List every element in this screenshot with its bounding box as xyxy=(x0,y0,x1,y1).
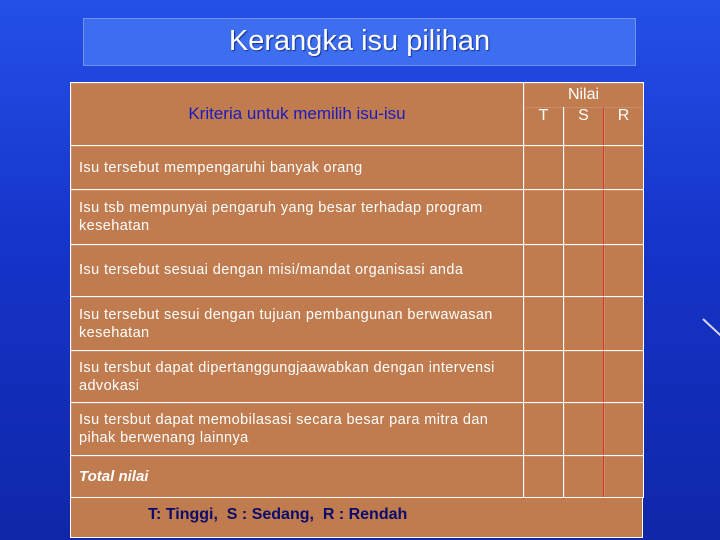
value-cell-t[interactable] xyxy=(524,351,564,403)
nilai-header: Nilai xyxy=(524,83,644,108)
criteria-label: Isu tersebut sesuai dengan misi/mandat organisasi anda xyxy=(71,244,524,296)
table-row xyxy=(71,146,644,190)
table-row xyxy=(71,296,644,350)
value-cell-r[interactable] xyxy=(604,190,644,244)
criteria-table xyxy=(70,82,644,498)
table-row xyxy=(71,190,644,244)
col-header-r: R xyxy=(604,107,644,146)
total-row xyxy=(71,455,644,497)
criteria-header: Kriteria untuk memilih isu-isu xyxy=(71,83,524,146)
criteria-label: Isu tersbut dapat dipertanggungjaawabkan dengan intervensi advokasi xyxy=(71,351,524,403)
col-header-t: T xyxy=(524,107,564,146)
value-cell-t[interactable] xyxy=(524,244,564,296)
value-cell-r[interactable] xyxy=(604,244,644,296)
criteria-label: Isu tersbut dapat memobilasasi secara besar para mitra dan pihak berwenang lainnya xyxy=(71,403,524,455)
value-cell-t[interactable] xyxy=(524,296,564,350)
table-row xyxy=(71,244,644,296)
table-header-row xyxy=(71,83,644,108)
value-cell-s[interactable] xyxy=(564,190,604,244)
criteria-label: Isu tersebut mempengaruhi banyak orang xyxy=(71,146,524,190)
decorative-line xyxy=(702,318,720,343)
legend-row xyxy=(70,498,643,538)
col-header-s: S xyxy=(564,107,604,146)
value-cell-r[interactable] xyxy=(604,403,644,455)
value-cell-s[interactable] xyxy=(564,351,604,403)
slide-title: Kerangka isu pilihan xyxy=(83,18,636,66)
criteria-label: Isu tsb mempunyai pengaruh yang besar terhadap program kesehatan xyxy=(71,190,524,244)
table-row xyxy=(71,403,644,455)
total-cell-s[interactable] xyxy=(564,455,604,497)
value-cell-t[interactable] xyxy=(524,146,564,190)
value-cell-r[interactable] xyxy=(604,351,644,403)
legend-text: T: Tinggi, S : Sedang, R : Rendah xyxy=(148,506,408,523)
value-cell-s[interactable] xyxy=(564,403,604,455)
value-cell-r[interactable] xyxy=(604,146,644,190)
value-cell-s[interactable] xyxy=(564,296,604,350)
value-cell-t[interactable] xyxy=(524,403,564,455)
table-row xyxy=(71,351,644,403)
total-cell-r[interactable] xyxy=(604,455,644,497)
value-cell-r[interactable] xyxy=(604,296,644,350)
value-cell-s[interactable] xyxy=(564,146,604,190)
total-cell-t[interactable] xyxy=(524,455,564,497)
value-cell-t[interactable] xyxy=(524,190,564,244)
value-cell-s[interactable] xyxy=(564,244,604,296)
total-label: Total nilai xyxy=(71,455,524,497)
criteria-label: Isu tersebut sesui dengan tujuan pembangunan berwawasan kesehatan xyxy=(71,296,524,350)
